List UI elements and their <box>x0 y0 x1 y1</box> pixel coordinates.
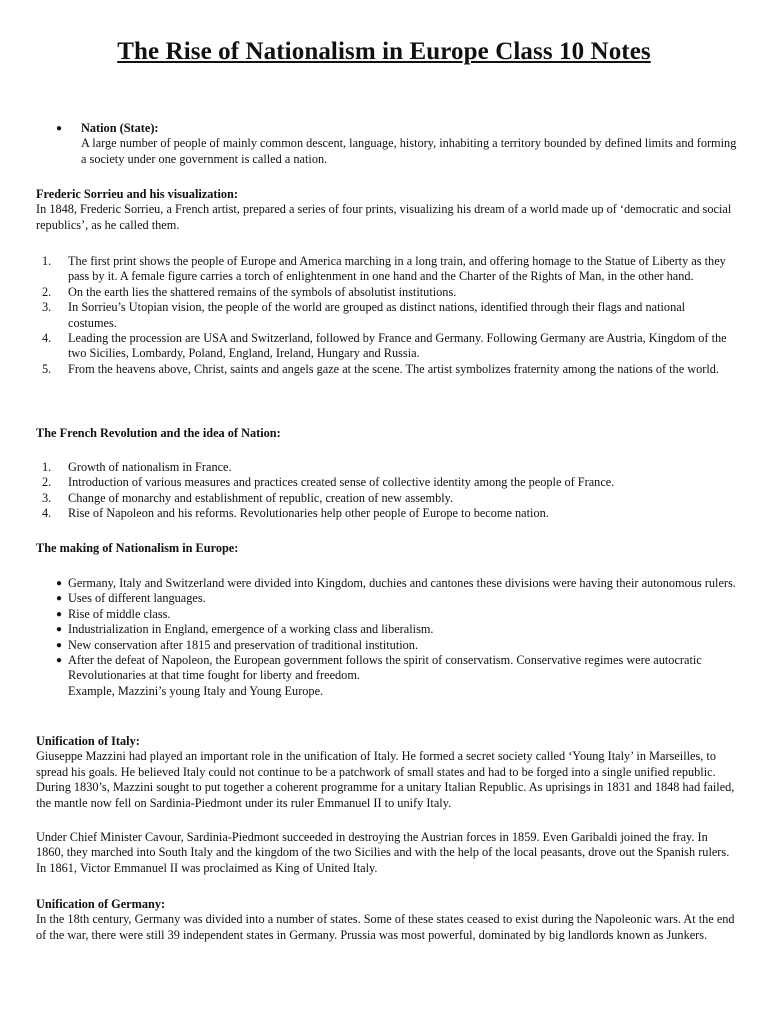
nation-definition <box>56 121 739 167</box>
list-item <box>36 285 736 300</box>
italy-para-2: Under Chief Minister Cavour, Sardinia-Piedmont succeeded in destroying the Austrian forces in 1859. Even Garibaldi joined the fray. In 1860, they marched into South Italy and the kingdom of the two Sicilies and with the help of the local peasants, drove out the Spanish rulers. In 1861, Victor Emmanuel II was proclaimed as King of United Italy. <box>36 830 730 875</box>
list-item <box>36 638 736 653</box>
item-number: 2. <box>42 284 52 299</box>
bullet-icon: ● <box>56 593 63 605</box>
item-text: Introduction of various measures and practices created sense of collective identity among the people of France. <box>68 475 615 490</box>
item-text: From the heavens above, Christ, saints and angels gaze at the scene. The artist symbolizes fraternity among the nations of the world. <box>68 361 719 376</box>
sorrieu-list <box>36 254 736 377</box>
bullet-icon: ● <box>56 578 63 589</box>
italy-heading: Unification of Italy: <box>36 734 140 748</box>
item-text: In Sorrieu’s Utopian vision, the people of the world are grouped as distinct nations, identified through their flags and national costumes. <box>68 300 686 330</box>
making-heading: The making of Nationalism in Europe: <box>36 541 239 555</box>
nation-text: A large number of people of mainly common descent, language, history, inhabiting a territory bounded by defined limits and forming a society under one government is called a nation. <box>81 136 737 166</box>
germany-heading: Unification of Germany: <box>36 897 166 911</box>
section-intro: In 1848, Frederic Sorrieu, a French artist, prepared a series of four prints, visualizing his dream of a world made up of ‘democratic and social republics’, as he called them. <box>36 202 732 232</box>
list-item <box>36 300 736 331</box>
item-number: 4. <box>42 506 52 521</box>
list-item <box>36 591 736 606</box>
italy-para-1: Giuseppe Mazzini had played an important role in the unification of Italy. He formed a secret society called ‘Young Italy’ in Marseilles, to spread his goals. He believed Italy could not continue to be a patchwork of small states and had to be forged into a single unified republic. During 1830’s, Mazzini sought to put together a coherent programme for a unitary Italian Republic. As uprisings in 1831 and 1848 had failed, the mantle now fell on Sardinia-Piedmont under its ruler Emmanuel II to unify Italy. <box>36 749 735 810</box>
item-number: 1. <box>42 460 52 474</box>
item-text: Rise of middle class. <box>68 606 171 621</box>
list-item <box>36 362 736 377</box>
item-number: 3. <box>42 300 52 315</box>
item-text: Rise of Napoleon and his reforms. Revolutionaries help other people of Europe to become nation. <box>68 506 549 521</box>
italy-section <box>36 734 736 811</box>
list-item <box>36 607 736 622</box>
germany-para-1: In the 18th century, Germany was divided into a number of states. Some of these states ceased to exist during the Napoleonic wars. At the end of the war, there were still 39 independent states in Germany. Prussia was most powerful, dominated by big landlords known as Junkers. <box>36 912 735 942</box>
making-list <box>36 576 736 699</box>
item-number: 1. <box>42 254 52 268</box>
list-item <box>36 576 736 591</box>
item-text: After the defeat of Napoleon, the European government follows the spirit of conservatism. Conservative regimes were autocratic Revolutionaries at that time fought for liberty and freedom. <box>68 653 702 683</box>
item-text: The first print shows the people of Europe and America marching in a long train, and offering homage to the Statue of Liberty as they pass by it. A female figure carries a torch of enlightenment in one hand and the Charter of the Rights of Man, in the other hand. <box>68 254 726 284</box>
item-text: New conservation after 1815 and preservation of traditional institution. <box>68 637 419 652</box>
list-item <box>36 460 736 475</box>
list-item <box>36 506 736 521</box>
list-item <box>36 475 736 490</box>
item-text: Change of monarchy and establishment of republic, creation of new assembly. <box>68 490 454 505</box>
item-number: 5. <box>42 361 52 376</box>
section-heading: Frederic Sorrieu and his visualization: <box>36 187 238 201</box>
bullet-icon: ● <box>56 639 63 651</box>
bullet-icon: ● <box>56 608 63 620</box>
list-item <box>36 491 736 506</box>
bullet-icon: ● <box>56 123 63 134</box>
item-number: 3. <box>42 490 52 505</box>
item-text: Growth of nationalism in France. <box>68 460 232 474</box>
french-heading: The French Revolution and the idea of Nation: <box>36 426 281 440</box>
list-item <box>36 622 736 637</box>
item-text: On the earth lies the shattered remains of the symbols of absolutist institutions. <box>68 284 457 299</box>
item-text: Uses of different languages. <box>68 591 206 606</box>
sorrieu-section <box>36 187 736 233</box>
list-item <box>36 254 736 285</box>
item-number: 4. <box>42 331 52 346</box>
item-text: Leading the procession are USA and Switzerland, followed by France and Germany. Following Germany are Austria, Kingdom of the two Sicilies, Lombardy, Poland, England, Ireland, Hungary and Russia. <box>68 331 727 361</box>
french-list <box>36 460 736 522</box>
item-text: Industrialization in England, emergence of a working class and liberalism. <box>68 622 434 637</box>
item-text: Germany, Italy and Switzerland were divided into Kingdom, duchies and cantones these divisions were having their autonomous rulers. <box>68 576 736 590</box>
item-example: Example, Mazzini’s young Italy and Young Europe. <box>68 683 324 698</box>
bullet-icon: ● <box>56 624 63 636</box>
item-number: 2. <box>42 475 52 490</box>
germany-section <box>36 897 736 943</box>
page-title: The Rise of Nationalism in Europe Class 10 Notes <box>117 38 651 65</box>
bullet-icon: ● <box>56 655 63 667</box>
list-item <box>36 331 736 362</box>
list-item <box>36 653 736 699</box>
nation-heading: Nation (State): <box>81 121 159 135</box>
